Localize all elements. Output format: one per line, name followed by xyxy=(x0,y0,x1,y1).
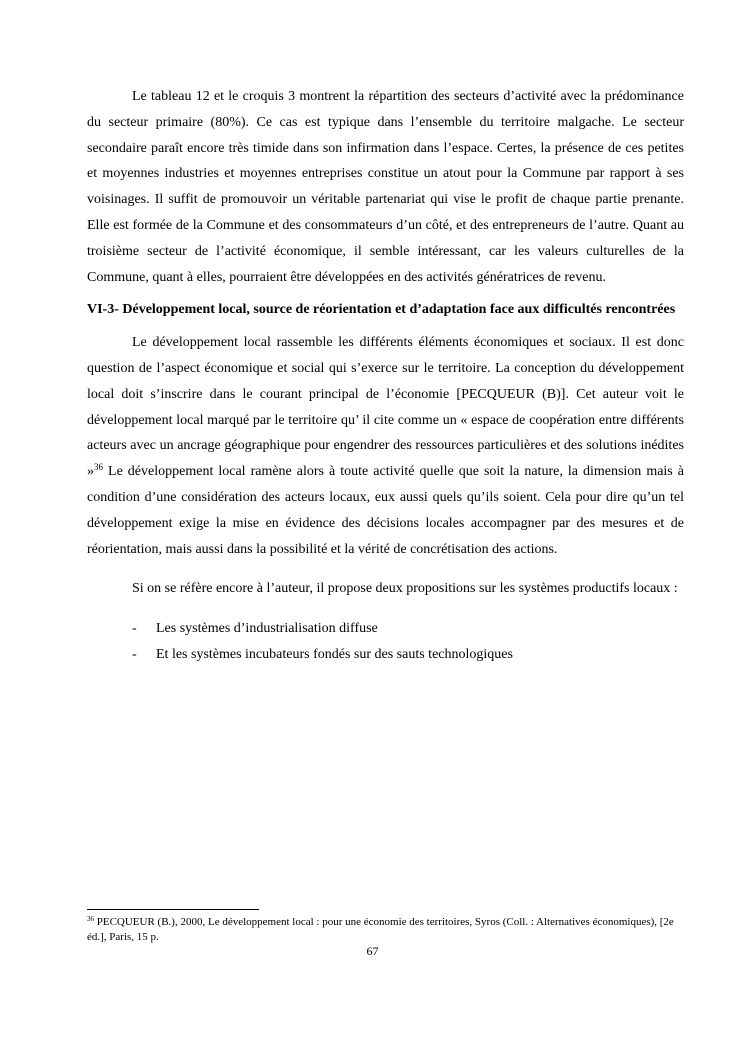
list-bullet: - xyxy=(132,647,137,663)
paragraph-local-development-continued: Le développement local ramène alors à toute activité quelle que soit la nature, la dimension mais à condition d’une considération des acteurs locaux, eux aussi quels qu’ils soient. Cela pour dire qu’un tel développement exige la mise en évidence des décisions locales accompagner par des mesures et de réorientation, mais aussi dans la possibilité et la vérité de concrétisation des actions. xyxy=(87,464,684,557)
list-bullet: - xyxy=(132,621,137,637)
list-item-text: Et les systèmes incubateurs fondés sur des sauts technologiques xyxy=(156,647,513,663)
page-number: 67 xyxy=(366,944,379,958)
footnote-text: PECQUEUR (B.), 2000, Le développement local : pour une économie des territoires, Syros (Coll. : Alternatives économiques), [2e éd.], Paris, 15 p. xyxy=(87,916,674,943)
paragraph-author-propositions: Si on se réfère encore à l’auteur, il propose deux propositions sur les systèmes productifs locaux : xyxy=(132,581,678,597)
footnote xyxy=(87,915,684,945)
footnote-reference[interactable]: 36 xyxy=(94,462,103,473)
paragraph-local-development-text: Le développement local rassemble les différents éléments économiques et sociaux. Il est donc question de l’aspect économique et social qui s’exerce sur le territoire. La conception du développement local doit s’inscrire dans le courant principal de l’économie [PECQUEUR (B)]. Cet auteur voit le développement local marqué par le territoire qu’ il cite comme un « espace de coopération entre différents acteurs avec un ancrage géographique pour engendrer des ressources particulières et des solutions inédites » xyxy=(87,335,684,480)
paragraph-sectors: Le tableau 12 et le croquis 3 montrent la répartition des secteurs d’activité avec la prédominance du secteur primaire (80%). Ce cas est typique dans l’ensemble du territoire malgache. Le secteur secondaire paraît encore très timide dans son infirmation dans l’espace. Certes, la présence de ces petites et moyennes industries et moyennes entreprises constitue un atout pour la Commune par rapport à ses voisinages. Il suffit de promouvoir un véritable partenariat qui vise le profit de chaque partie prenante. Elle est formée de la Commune et des consommateurs d’un côté, et des entrepreneurs de l’autre. Quant au troisième secteur de l’activité économique, il semble intéressant, car les valeurs culturelles de la Commune, quant à elles, pourraient être développées en des activités génératrices de revenu. xyxy=(87,89,684,285)
propositions-list xyxy=(87,616,684,668)
page-body xyxy=(87,84,684,668)
list-item xyxy=(87,642,684,668)
paragraph-local-development xyxy=(87,330,684,562)
list-item xyxy=(87,616,684,642)
list-item-text: Les systèmes d’industrialisation diffuse xyxy=(156,621,378,637)
footnote-number: 36 xyxy=(87,915,94,923)
section-heading: VI-3- Développement local, source de réorientation et d’adaptation face aux difficultés rencontrées xyxy=(87,302,676,318)
footnote-separator xyxy=(87,909,259,910)
